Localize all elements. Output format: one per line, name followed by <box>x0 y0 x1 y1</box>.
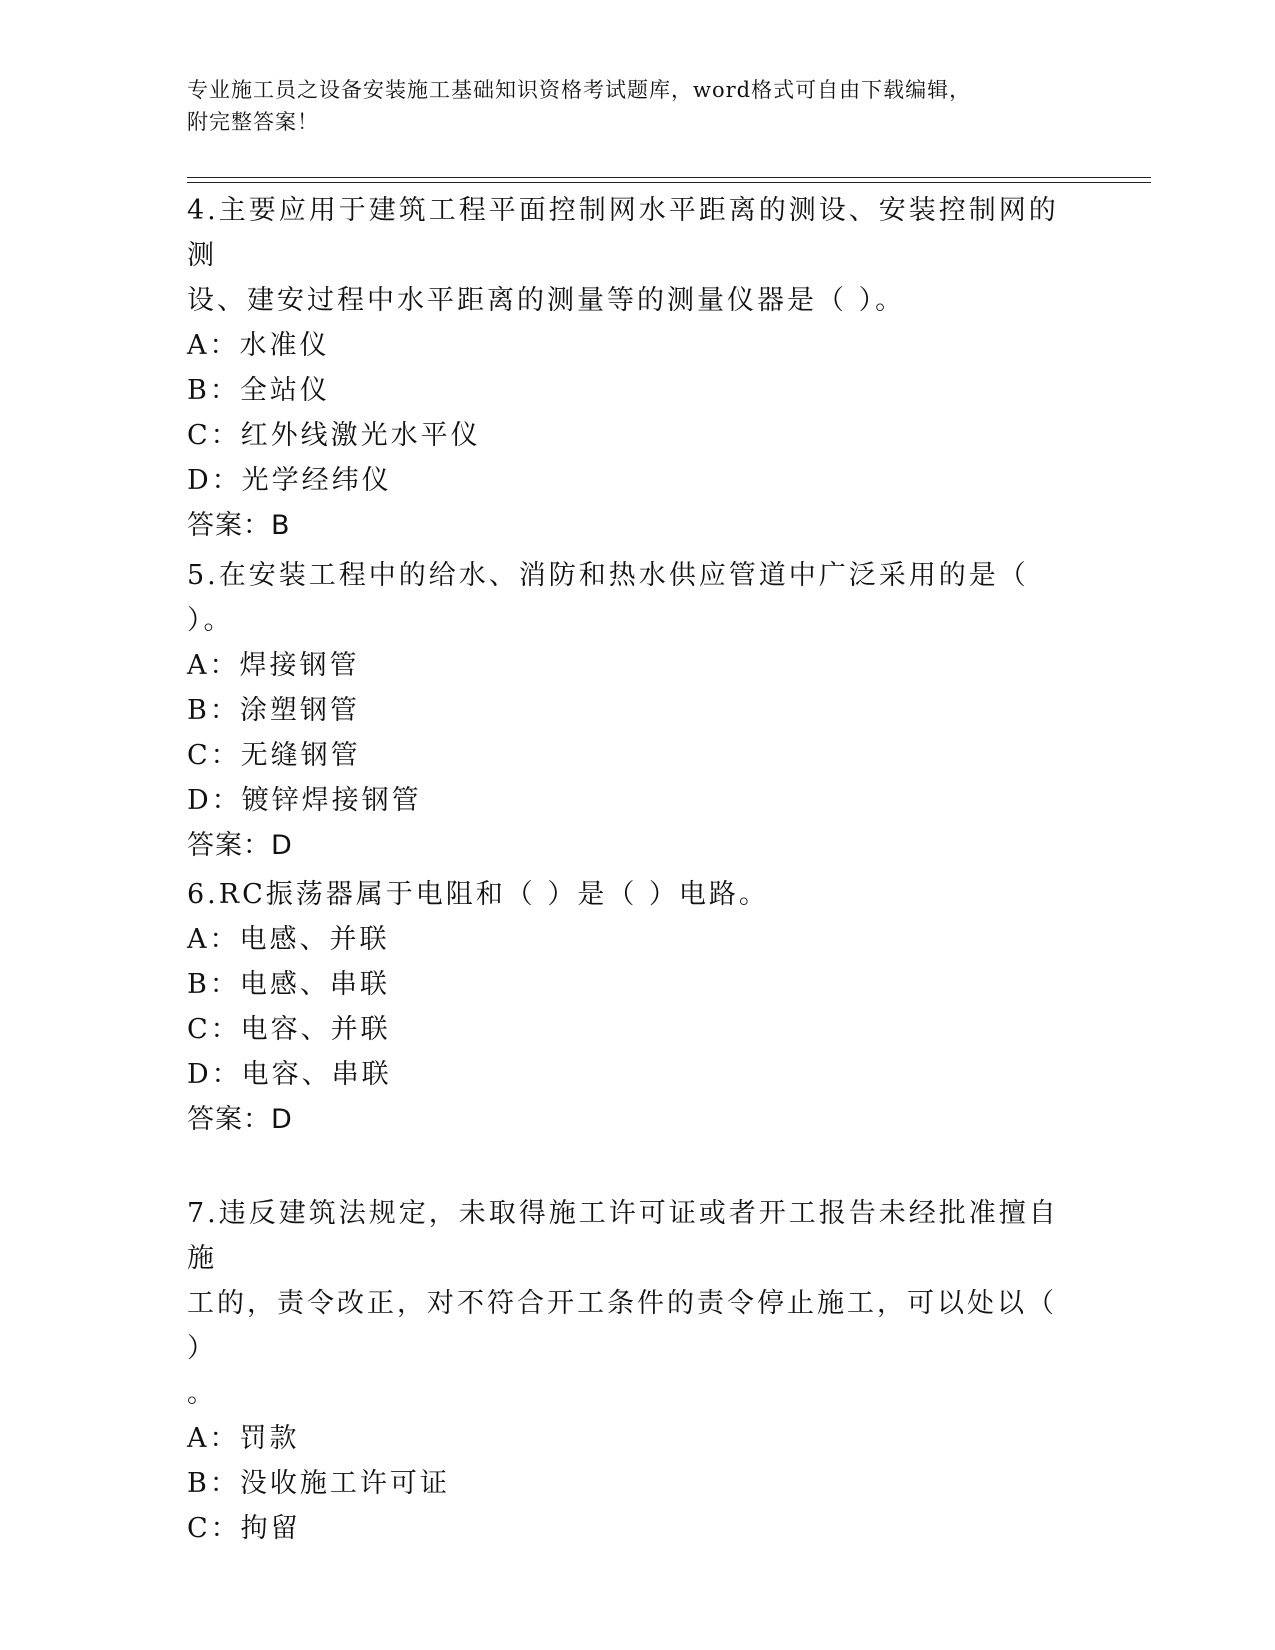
option-b: B：没收施工许可证 <box>187 1468 450 1499</box>
option-b: B：全站仪 <box>187 375 330 406</box>
question-stem-line: 6.RC振荡器属于电阻和（ ）是（ ）电路。 <box>187 879 769 910</box>
option-a: A：水准仪 <box>187 330 330 361</box>
question-stem-line: 设、建安过程中水平距离的测量等的测量仪器是（ ）。 <box>187 285 906 316</box>
option-c: C：电容、并联 <box>187 1014 391 1045</box>
question-5 <box>187 553 1067 868</box>
answer-line: 答案：D <box>187 1104 293 1135</box>
answer-line: 答案：B <box>187 510 291 541</box>
header-divider-top <box>187 177 1151 178</box>
question-stem-line: 7.违反建筑法规定，未取得施工许可证或者开工报告未经批准擅自施 <box>187 1198 1059 1274</box>
header-line-2: 附完整答案！ <box>187 110 319 134</box>
question-stem-line: 4.主要应用于建筑工程平面控制网水平距离的测设、安装控制网的测 <box>187 195 1059 271</box>
question-4 <box>187 188 1067 548</box>
option-a: A：焊接钢管 <box>187 650 360 681</box>
answer-line: 答案：D <box>187 830 293 861</box>
option-d: D：光学经纬仪 <box>187 465 392 496</box>
option-c: C：拘留 <box>187 1513 301 1544</box>
option-d: D：电容、串联 <box>187 1059 392 1090</box>
header-divider-bottom <box>187 182 1151 183</box>
question-7 <box>187 1191 1067 1551</box>
option-d: D：镀锌焊接钢管 <box>187 785 422 816</box>
option-c: C：无缝钢管 <box>187 740 361 771</box>
option-b: B：涂塑钢管 <box>187 695 360 726</box>
option-a: A：电感、并联 <box>187 924 390 955</box>
header-line-1: 专业施工员之设备安装施工基础知识资格考试题库，word格式可自由下载编辑， <box>187 78 972 102</box>
document-header <box>187 74 1067 138</box>
question-6 <box>187 872 1067 1142</box>
question-stem-line: 工的，责令改正，对不符合开工条件的责令停止施工，可以处以（ ） <box>187 1288 1057 1364</box>
option-b: B：电感、串联 <box>187 969 390 1000</box>
question-stem-line: 。 <box>187 1378 217 1409</box>
option-a: A：罚款 <box>187 1423 300 1454</box>
option-c: C：红外线激光水平仪 <box>187 420 481 451</box>
question-stem-line: 5.在安装工程中的给水、消防和热水供应管道中广泛采用的是（ ）。 <box>187 560 1029 636</box>
